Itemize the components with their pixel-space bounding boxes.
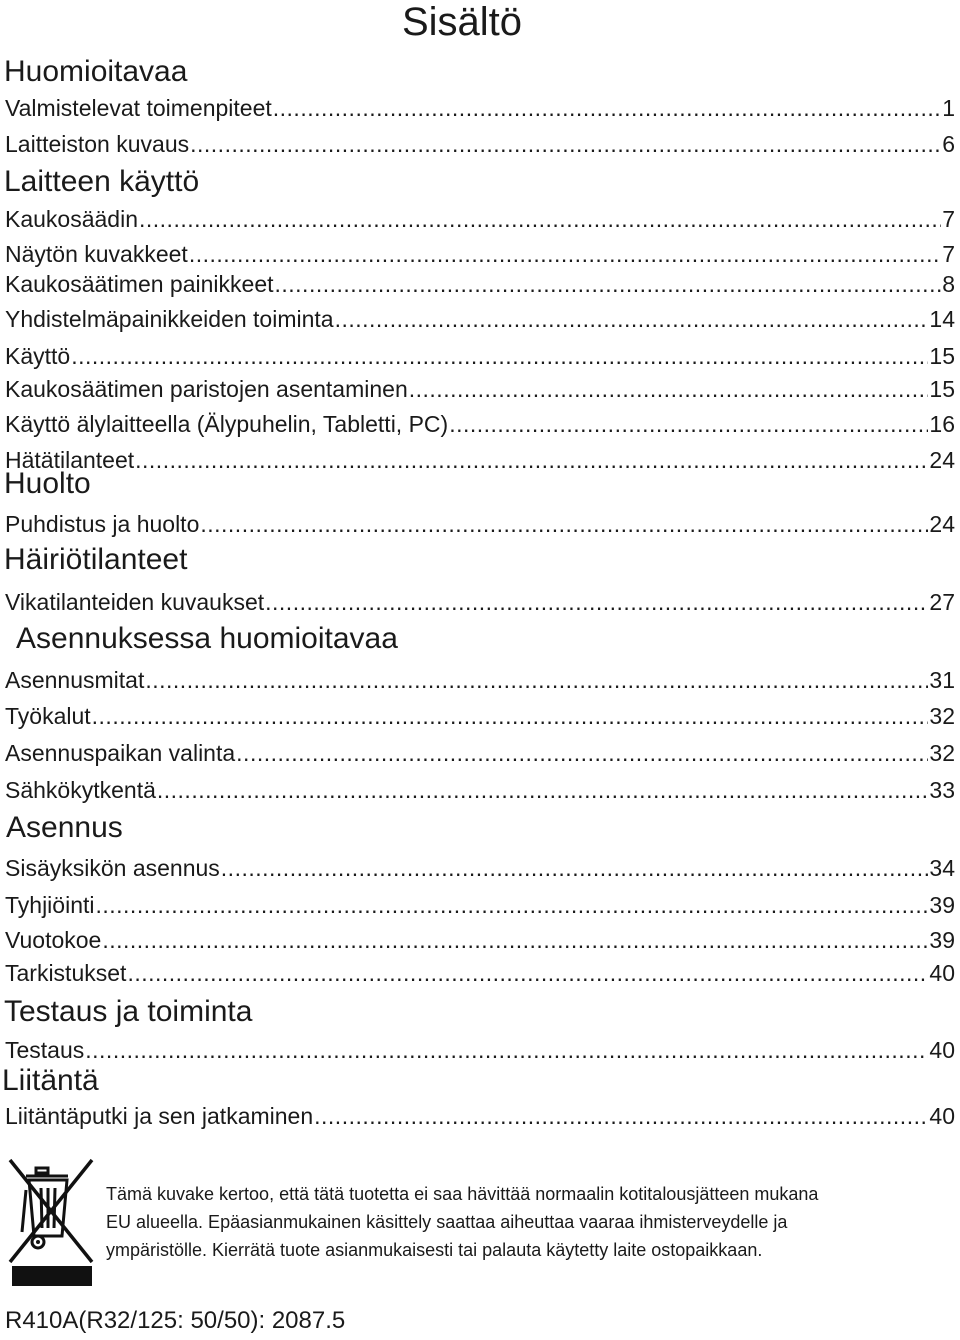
section-heading: Asennuksessa huomioitavaa — [16, 622, 398, 655]
toc-entry[interactable]: Vuotokoe ..... 39 — [5, 924, 955, 954]
toc-entry[interactable]: Hätätilanteet ..... 24 — [5, 444, 955, 474]
section-heading: Huolto — [4, 467, 91, 500]
toc-entry[interactable]: Puhdistus ja huolto ..... 24 — [5, 508, 955, 538]
toc-entry[interactable]: Kaukosäädin ..... 7 — [5, 203, 955, 233]
weee-notice — [106, 1180, 946, 1264]
toc-entry[interactable]: Työkalut ..... 32 — [5, 700, 955, 730]
section-heading: Häiriötilanteet — [4, 543, 188, 576]
toc-entry[interactable]: Kaukosäätimen painikkeet ..... 8 — [5, 268, 955, 298]
toc-entry[interactable]: Valmistelevat toimenpiteet ..... 1 — [5, 92, 955, 122]
toc-entry[interactable]: Käyttö älylaitteella (Älypuhelin, Tabletti, PC) ..... 16 — [5, 408, 955, 438]
toc-entry[interactable]: Tarkistukset ..... 40 — [5, 957, 955, 987]
toc-entry[interactable]: Näytön kuvakkeet ..... 7 — [5, 238, 955, 268]
refrigerant-label: R410A(R32/125: 50/50): 2087.5 — [5, 1307, 346, 1334]
section-heading: Huomioitavaa — [4, 55, 188, 88]
toc-entry[interactable]: Asennusmitat ..... 31 — [5, 664, 955, 694]
toc-entry[interactable]: Liitäntäputki ja sen jatkaminen ..... 40 — [5, 1100, 955, 1130]
section-heading: Laitteen käyttö — [4, 165, 200, 198]
toc-entry[interactable]: Sisäyksikön asennus ..... 34 — [5, 852, 955, 882]
toc-entry[interactable]: Sähkökytkentä ..... 33 — [5, 774, 955, 804]
page-title: Sisältö — [401, 0, 523, 44]
toc-entry[interactable]: Asennuspaikan valinta ..... 32 — [5, 737, 955, 767]
section-heading: Liitäntä — [2, 1064, 99, 1097]
toc-entry[interactable]: Testaus ..... 40 — [5, 1034, 955, 1064]
toc-entry[interactable]: Tyhjiöinti ..... 39 — [5, 889, 955, 919]
weee-notice-line: ympäristölle. Kierrätä tuote asianmukaisesti tai palauta käytetty laite ostopaikkaan. — [106, 1240, 763, 1260]
toc-entry[interactable]: Kaukosäätimen paristojen asentaminen ..... 15 — [5, 373, 955, 403]
weee-notice-line: Tämä kuvake kertoo, että tätä tuotetta ei saa hävittää normaalin kotitalousjätteen mukana — [106, 1184, 819, 1204]
weee-notice-line: EU alueella. Epäasianmukainen käsittely saattaa aiheuttaa vaaraa ihmisterveydelle ja — [106, 1212, 788, 1232]
toc-entry[interactable]: Käyttö ..... 15 — [5, 340, 955, 370]
toc-entry[interactable]: Laitteiston kuvaus ..... 6 — [5, 128, 955, 158]
crossed-out-wheelie-bin-icon — [8, 1158, 96, 1288]
section-heading: Asennus — [6, 811, 123, 844]
toc-entry[interactable]: Yhdistelmäpainikkeiden toiminta ..... 14 — [5, 303, 955, 333]
toc-entry[interactable]: Vikatilanteiden kuvaukset ..... 27 — [5, 586, 955, 616]
section-heading: Testaus ja toiminta — [4, 995, 253, 1028]
